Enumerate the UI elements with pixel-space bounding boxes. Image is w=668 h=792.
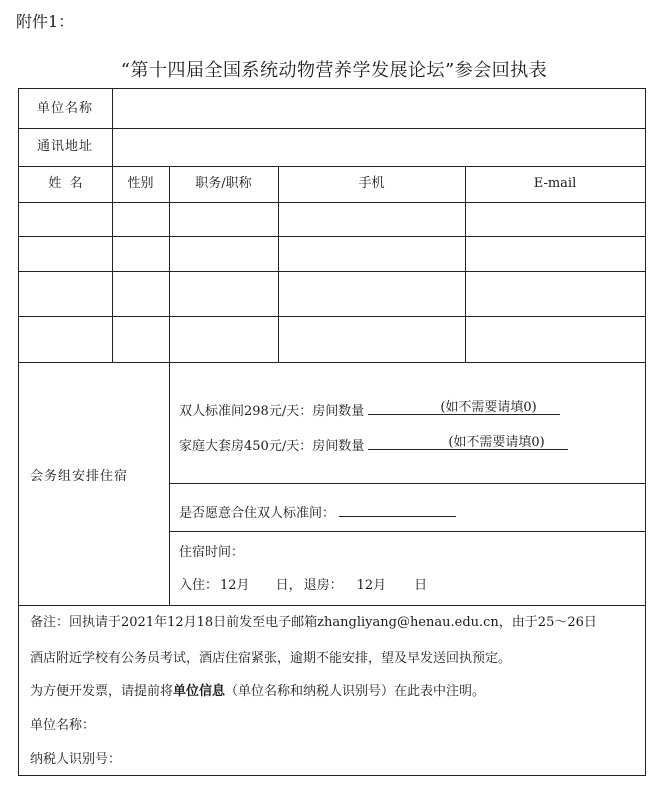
column-header-title: 职务/职称 — [195, 176, 252, 191]
registration-form — [18, 88, 646, 776]
divider — [169, 531, 645, 532]
table-row[interactable] — [20, 317, 645, 362]
checkout-month: 12月 — [356, 578, 387, 593]
table-row[interactable] — [20, 272, 645, 316]
double-room-option — [179, 400, 560, 420]
invoice-org-name-label: 单位名称： — [30, 718, 96, 733]
org-name-label: 单位名称 — [37, 101, 94, 116]
checkout-day-suffix: 日 — [414, 578, 428, 593]
table-row[interactable] — [20, 237, 645, 271]
stay-time-label: 住宿时间： — [179, 545, 245, 560]
double-room-note: (如不需要请填0) — [440, 400, 537, 415]
family-suite-note: (如不需要请填0) — [448, 435, 545, 450]
lodging-label: 会务组安排住宿 — [30, 469, 129, 484]
divider — [169, 362, 170, 605]
stay-dates — [179, 578, 427, 594]
note-line-3-emphasis: 单位信息 — [173, 684, 226, 699]
note-line-3 — [30, 684, 485, 700]
family-suite-label: 家庭大套房450元/天：房间数量 — [179, 439, 365, 454]
org-name-field[interactable] — [113, 90, 644, 127]
address-field[interactable] — [113, 129, 644, 165]
note-line-1: 备注：回执请于2021年12月18日前发至电子邮箱zhangliyang@henau.edu.cn，由于25～26日 — [30, 615, 597, 630]
note-line-3-prefix: 为方便开发票，请提前将 — [30, 684, 174, 699]
column-header-gender: 性别 — [127, 176, 154, 191]
column-header-phone: 手机 — [358, 176, 385, 191]
form-title: “第十四届全国系统动物营养学发展论坛”参会回执表 — [120, 60, 548, 81]
checkout-label: 退房： — [303, 578, 343, 593]
double-room-count-field[interactable] — [368, 400, 560, 415]
family-suite-option — [179, 435, 568, 455]
column-header-email: E-mail — [533, 176, 577, 191]
divider — [19, 605, 645, 606]
share-room-field[interactable] — [339, 502, 456, 517]
invoice-org-name-field[interactable] — [105, 713, 635, 737]
attachment-label: 附件1： — [16, 12, 75, 31]
note-line-2: 酒店附近学校有公务员考试，酒店住宿紧张，逾期不能安排，望及早发送回执预定。 — [30, 651, 512, 666]
column-header-name: 姓 名 — [48, 176, 83, 191]
address-label: 通讯地址 — [37, 139, 94, 154]
table-row[interactable] — [20, 203, 645, 236]
note-line-3-suffix: （单位名称和纳税人识别号）在此表中注明。 — [225, 684, 486, 699]
checkin-month: 12月 — [220, 578, 250, 593]
tax-id-field[interactable] — [129, 747, 635, 771]
share-room-question — [179, 502, 456, 522]
divider — [19, 362, 645, 363]
checkin-day-suffix: 日， — [275, 578, 302, 593]
tax-id-label: 纳税人识别号： — [30, 752, 122, 767]
share-room-label: 是否愿意合住双人标准间： — [179, 506, 336, 521]
divider — [169, 483, 645, 484]
checkin-label: 入住： — [179, 578, 219, 593]
double-room-label: 双人标准间298元/天：房间数量 — [179, 404, 365, 419]
family-suite-count-field[interactable] — [368, 435, 568, 450]
